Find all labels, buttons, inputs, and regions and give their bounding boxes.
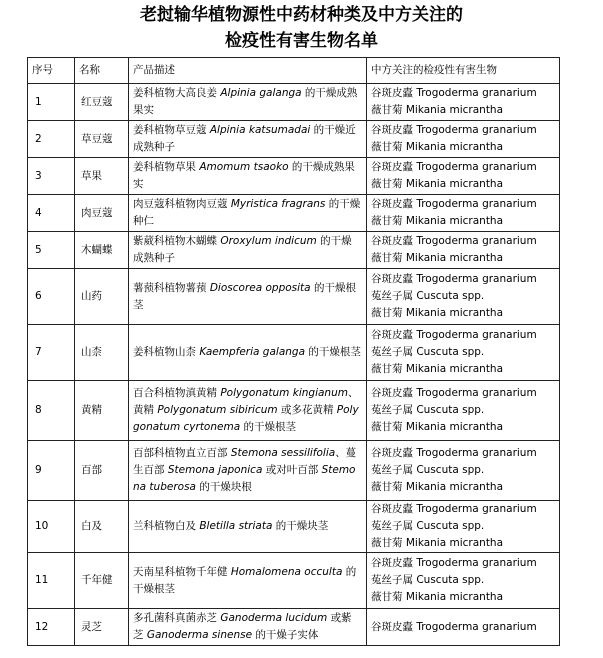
header-no: 序号 xyxy=(28,58,75,84)
description-text: 、黄精 xyxy=(133,387,359,416)
description-text: 姜科植物大高良姜 xyxy=(133,87,221,99)
title-line-2: 检疫性有害生物名单 xyxy=(225,31,378,51)
cell-pests xyxy=(367,232,560,269)
description-text: 的干燥根茎 xyxy=(133,565,357,595)
pest-name: 谷斑皮蠹 Trogoderma granarium xyxy=(371,198,537,210)
cell-no: 6 xyxy=(28,269,75,325)
pest-name: 菟丝子属 Cuscuta spp. xyxy=(371,464,485,476)
table-row xyxy=(28,158,560,195)
pest-name: 谷斑皮蠹 Trogoderma granarium xyxy=(371,620,537,633)
description-text: 的干燥种仁 xyxy=(133,198,361,227)
header-desc: 产品描述 xyxy=(129,58,367,84)
cell-name: 肉豆蔻 xyxy=(75,195,129,232)
latin-name: Alpinia galanga xyxy=(220,87,302,99)
pest-name: 谷斑皮蠹 Trogoderma granarium xyxy=(371,387,537,399)
herb-pest-table xyxy=(27,57,560,646)
pest-name: 菟丝子属 Cuscuta spp. xyxy=(371,290,485,302)
cell-name: 灵芝 xyxy=(75,609,129,646)
table-row xyxy=(28,84,560,121)
table-row xyxy=(28,381,560,441)
cell-name: 山柰 xyxy=(75,325,129,381)
latin-name: Kaempferia galanga xyxy=(199,346,306,358)
pest-name: 菟丝子属 Cuscuta spp. xyxy=(371,574,485,586)
pest-name: 谷斑皮蠹 Trogoderma granarium xyxy=(371,329,537,341)
latin-name: Polygonatum kingianum xyxy=(220,387,348,399)
latin-name: Myristica fragrans xyxy=(230,198,326,210)
pest-name: 薇甘菊 Mikania micrantha xyxy=(371,537,504,549)
cell-no: 9 xyxy=(28,441,75,501)
header-pests: 中方关注的检疫性有害生物 xyxy=(367,58,560,84)
cell-name: 红豆蔻 xyxy=(75,84,129,121)
cell-name: 木蝴蝶 xyxy=(75,232,129,269)
latin-name: Amomum tsaoko xyxy=(199,161,289,173)
cell-description xyxy=(129,325,367,381)
cell-pests xyxy=(367,269,560,325)
cell-pests xyxy=(367,84,560,121)
table-row xyxy=(28,501,560,553)
cell-description xyxy=(129,553,367,609)
cell-description xyxy=(129,501,367,553)
cell-name: 黄精 xyxy=(75,381,129,441)
description-text: 姜科植物草果 xyxy=(133,161,200,173)
cell-no: 8 xyxy=(28,381,75,441)
description-text: 百合科植物滇黄精 xyxy=(133,387,221,399)
cell-description xyxy=(129,84,367,121)
pest-name: 菟丝子属 Cuscuta spp. xyxy=(371,404,485,416)
table-header-row xyxy=(28,58,560,84)
table-row xyxy=(28,232,560,269)
latin-name: Bletilla striata xyxy=(199,520,273,532)
cell-pests xyxy=(367,121,560,158)
cell-pests xyxy=(367,501,560,553)
description-text: 或对叶百部 xyxy=(262,464,322,476)
cell-description xyxy=(129,381,367,441)
description-text: 百部科植物直立百部 xyxy=(133,447,231,459)
latin-name: Polygonatum sibiricum xyxy=(157,404,278,416)
description-text: 的干燥成熟果实 xyxy=(133,87,358,116)
cell-name: 山药 xyxy=(75,269,129,325)
cell-description xyxy=(129,195,367,232)
description-text: 的干燥子实体 xyxy=(252,629,319,641)
pest-name: 薇甘菊 Mikania micrantha xyxy=(371,141,504,153)
cell-description xyxy=(129,232,367,269)
cell-description xyxy=(129,269,367,325)
cell-description xyxy=(129,441,367,501)
latin-name: Homalomena occulta xyxy=(230,565,343,578)
description-text: 多孔菌科真菌赤芝 xyxy=(133,612,221,624)
description-text: 姜科植物山柰 xyxy=(133,346,200,358)
pest-name: 谷斑皮蠹 Trogoderma granarium xyxy=(371,273,537,285)
description-text: 或多花黄精 xyxy=(277,404,337,416)
document-title xyxy=(0,2,603,54)
latin-name: Polygonatum cyrtonema xyxy=(133,404,359,433)
table-row xyxy=(28,325,560,381)
pest-name: 薇甘菊 Mikania micrantha xyxy=(371,215,504,227)
cell-no: 4 xyxy=(28,195,75,232)
cell-no: 7 xyxy=(28,325,75,381)
description-text: 天南星科植物千年健 xyxy=(133,565,231,578)
table-row xyxy=(28,553,560,609)
pest-name: 菟丝子属 Cuscuta spp. xyxy=(371,520,485,532)
pest-name: 薇甘菊 Mikania micrantha xyxy=(371,252,504,264)
table-row xyxy=(28,121,560,158)
latin-name: Stemona tuberosa xyxy=(133,464,356,493)
latin-name: Stemona sessilifolia xyxy=(230,447,336,459)
cell-pests xyxy=(367,158,560,195)
cell-name: 草果 xyxy=(75,158,129,195)
latin-name: Ganoderma lucidum xyxy=(220,612,328,624)
cell-pests xyxy=(367,195,560,232)
pest-name: 薇甘菊 Mikania micrantha xyxy=(371,363,504,375)
cell-pests xyxy=(367,553,560,609)
description-text: 、蔓生百部 xyxy=(133,447,357,476)
pest-name: 谷斑皮蠹 Trogoderma granarium xyxy=(371,124,537,136)
cell-pests xyxy=(367,381,560,441)
header-name: 名称 xyxy=(75,58,129,84)
cell-name: 千年健 xyxy=(75,553,129,609)
description-text: 的干燥块根 xyxy=(195,481,252,493)
latin-name: Alpinia katsumadai xyxy=(209,124,311,136)
cell-pests xyxy=(367,325,560,381)
description-text: 的干燥根茎 xyxy=(305,346,361,358)
pest-name: 谷斑皮蠹 Trogoderma granarium xyxy=(371,557,537,569)
description-text: 的干燥根茎 xyxy=(240,421,296,433)
latin-name: Oroxylum indicum xyxy=(220,235,317,247)
cell-no: 1 xyxy=(28,84,75,121)
description-text: 的干燥根茎 xyxy=(133,281,356,311)
pest-name: 薇甘菊 Mikania micrantha xyxy=(371,591,504,603)
cell-description xyxy=(129,609,367,646)
cell-no: 2 xyxy=(28,121,75,158)
pest-name: 薇甘菊 Mikania micrantha xyxy=(371,421,504,433)
description-text: 薯蓣科植物薯蓣 xyxy=(133,281,210,294)
pest-name: 薇甘菊 Mikania micrantha xyxy=(371,307,504,319)
description-text: 的干燥成熟种子 xyxy=(133,235,352,264)
table-row xyxy=(28,195,560,232)
cell-name: 百部 xyxy=(75,441,129,501)
cell-name: 白及 xyxy=(75,501,129,553)
cell-description xyxy=(129,158,367,195)
latin-name: Stemona japonica xyxy=(167,464,263,476)
cell-pests xyxy=(367,441,560,501)
description-text: 紫葳科植物木蝴蝶 xyxy=(133,235,221,247)
table-row xyxy=(28,441,560,501)
cell-name: 草豆蔻 xyxy=(75,121,129,158)
cell-pests xyxy=(367,609,560,646)
description-text: 兰科植物白及 xyxy=(133,520,200,532)
latin-name: Dioscorea opposita xyxy=(209,281,311,294)
table-row xyxy=(28,609,560,646)
cell-no: 12 xyxy=(28,609,75,646)
description-text: 的干燥近成熟种子 xyxy=(133,124,356,153)
pest-name: 谷斑皮蠹 Trogoderma granarium xyxy=(371,235,537,247)
description-text: 的干燥成熟果实 xyxy=(133,161,355,190)
cell-description xyxy=(129,121,367,158)
pest-name: 薇甘菊 Mikania micrantha xyxy=(371,178,504,190)
description-text: 的干燥块茎 xyxy=(272,520,329,532)
title-line-1: 老挝输华植物源性中药材种类及中方关注的 xyxy=(140,5,463,25)
pest-name: 谷斑皮蠹 Trogoderma granarium xyxy=(371,503,537,515)
cell-no: 11 xyxy=(28,553,75,609)
pest-name: 谷斑皮蠹 Trogoderma granarium xyxy=(371,87,537,99)
description-text: 肉豆蔻科植物肉豆蔻 xyxy=(133,198,231,210)
description-text: 或紫芝 xyxy=(133,612,352,641)
pest-name: 菟丝子属 Cuscuta spp. xyxy=(371,346,485,358)
pest-name: 薇甘菊 Mikania micrantha xyxy=(371,104,504,116)
description-text: 姜科植物草豆蔻 xyxy=(133,124,210,136)
cell-no: 3 xyxy=(28,158,75,195)
pest-name: 谷斑皮蠹 Trogoderma granarium xyxy=(371,447,537,459)
table-row xyxy=(28,269,560,325)
pest-name: 薇甘菊 Mikania micrantha xyxy=(371,481,504,493)
pest-name: 谷斑皮蠹 Trogoderma granarium xyxy=(371,161,537,173)
cell-no: 5 xyxy=(28,232,75,269)
cell-no: 10 xyxy=(28,501,75,553)
latin-name: Ganoderma sinense xyxy=(146,629,253,641)
